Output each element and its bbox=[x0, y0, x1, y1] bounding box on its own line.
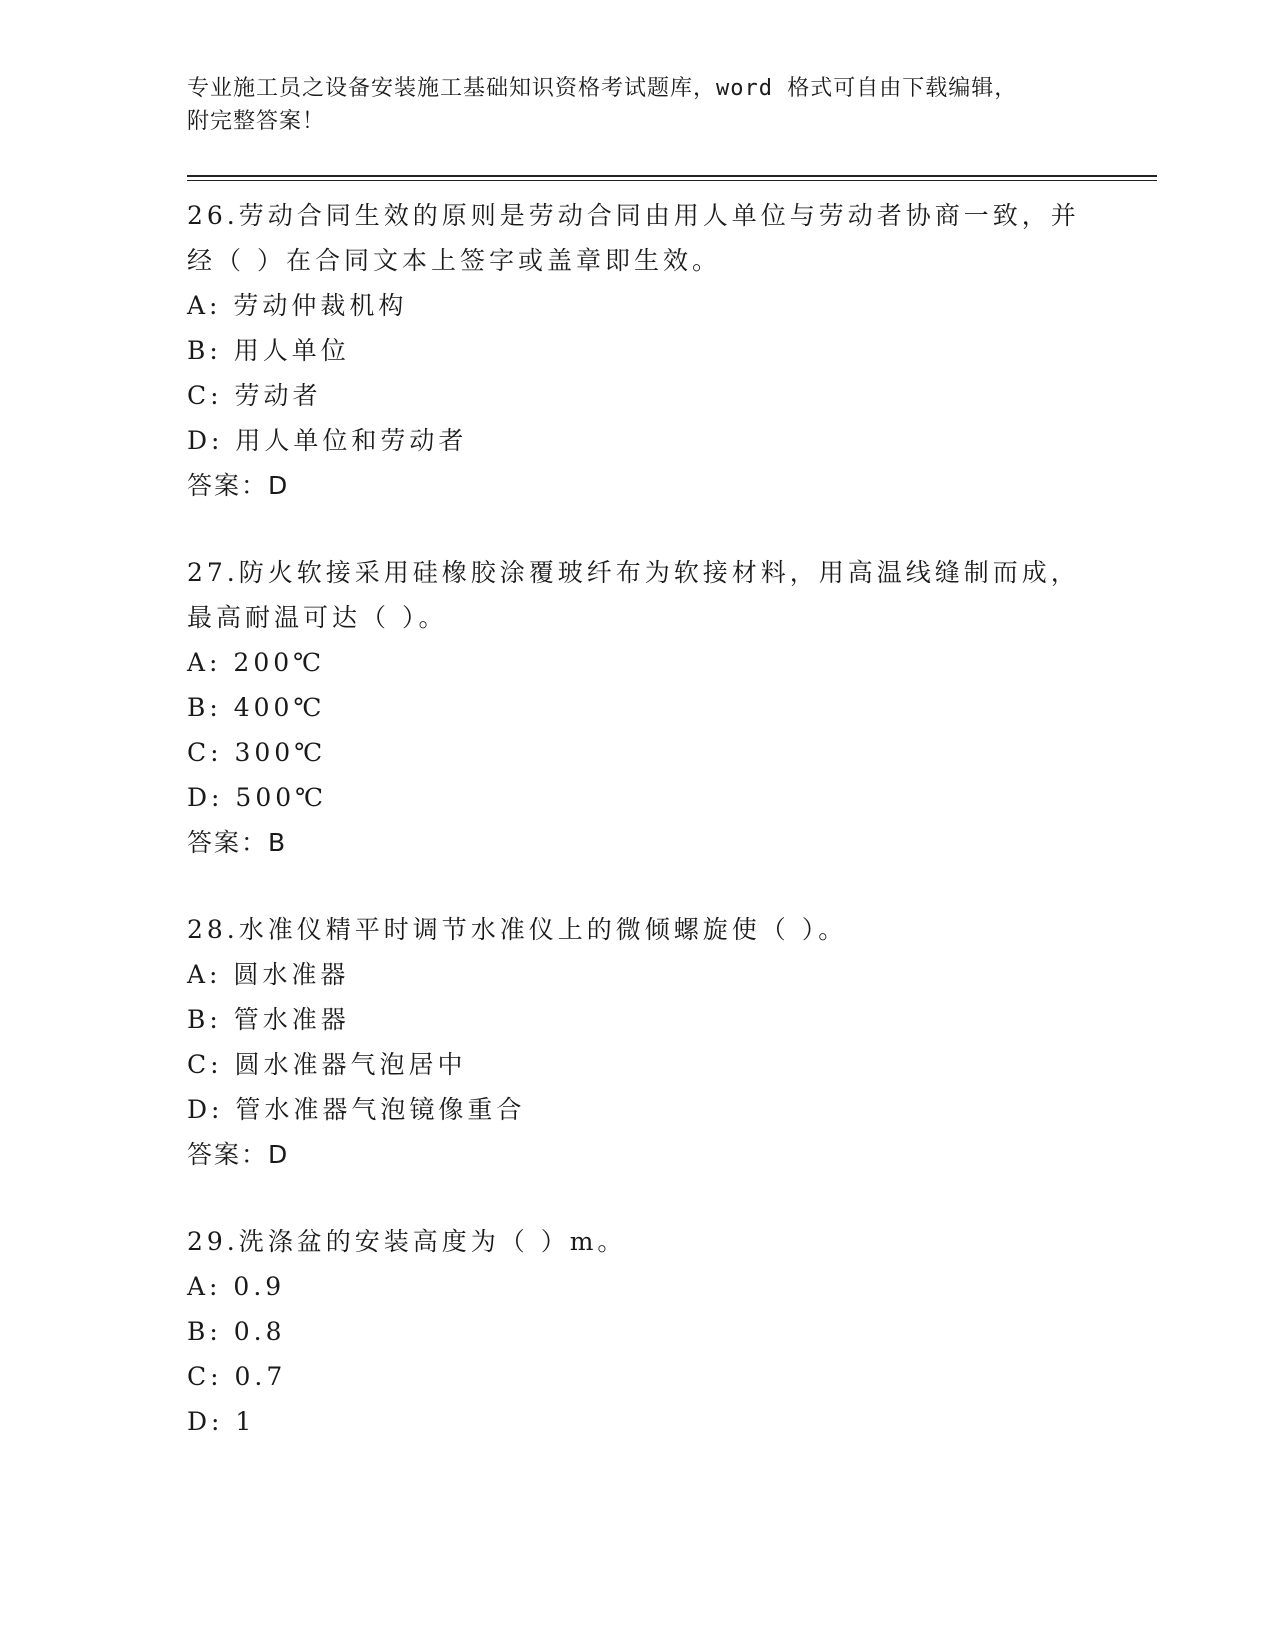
question-list bbox=[187, 193, 1157, 1444]
question-29 bbox=[187, 1219, 1157, 1444]
option-a: A: 0.9 bbox=[187, 1272, 286, 1301]
option-b: B: 0.8 bbox=[187, 1317, 286, 1346]
document-header bbox=[187, 72, 1157, 138]
answer-line: 答案：D bbox=[187, 1140, 290, 1169]
stem-line-1: 29.洗涤盆的安装高度为（ ）m。 bbox=[187, 1227, 627, 1256]
stem-line-2: 经（ ）在合同文本上签字或盖章即生效。 bbox=[187, 246, 721, 275]
question-stem bbox=[187, 193, 1157, 283]
stem-line-2: 最高耐温可达（ ）。 bbox=[187, 603, 448, 632]
option-d: D: 管水准器气泡镜像重合 bbox=[187, 1095, 526, 1124]
document-page bbox=[187, 72, 1157, 1486]
answer-line: 答案：B bbox=[187, 828, 288, 857]
option-d: D: 用人单位和劳动者 bbox=[187, 426, 468, 455]
stem-line-1: 26.劳动合同生效的原则是劳动合同由用人单位与劳动者协商一致，并 bbox=[187, 201, 1080, 230]
question-27 bbox=[187, 550, 1157, 865]
option-c: C: 劳动者 bbox=[187, 381, 322, 410]
header-line-2: 附完整答案！ bbox=[187, 109, 326, 134]
question-28 bbox=[187, 907, 1157, 1177]
option-b: B: 用人单位 bbox=[187, 336, 350, 365]
option-b: B: 400℃ bbox=[187, 693, 326, 722]
option-c: C: 0.7 bbox=[187, 1362, 287, 1391]
question-stem bbox=[187, 907, 1157, 952]
option-b: B: 管水准器 bbox=[187, 1005, 350, 1034]
option-d: D: 1 bbox=[187, 1407, 256, 1436]
option-d: D: 500℃ bbox=[187, 783, 328, 812]
answer-line: 答案：D bbox=[187, 471, 290, 500]
header-line-1: 专业施工员之设备安装施工基础知识资格考试题库，word 格式可自由下载编辑， bbox=[187, 76, 1018, 101]
header-divider bbox=[187, 175, 1157, 181]
question-stem bbox=[187, 550, 1157, 640]
option-c: C: 圆水准器气泡居中 bbox=[187, 1050, 467, 1079]
question-26 bbox=[187, 193, 1157, 508]
option-c: C: 300℃ bbox=[187, 738, 327, 767]
question-stem bbox=[187, 1219, 1157, 1264]
option-a: A: 圆水准器 bbox=[187, 960, 350, 989]
stem-line-1: 27.防火软接采用硅橡胶涂覆玻纤布为软接材料，用高温线缝制而成， bbox=[187, 558, 1080, 587]
stem-line-1: 28.水准仪精平时调节水准仪上的微倾螺旋使（ ）。 bbox=[187, 915, 848, 944]
option-a: A: 劳动仲裁机构 bbox=[187, 291, 408, 320]
option-a: A: 200℃ bbox=[187, 648, 326, 677]
